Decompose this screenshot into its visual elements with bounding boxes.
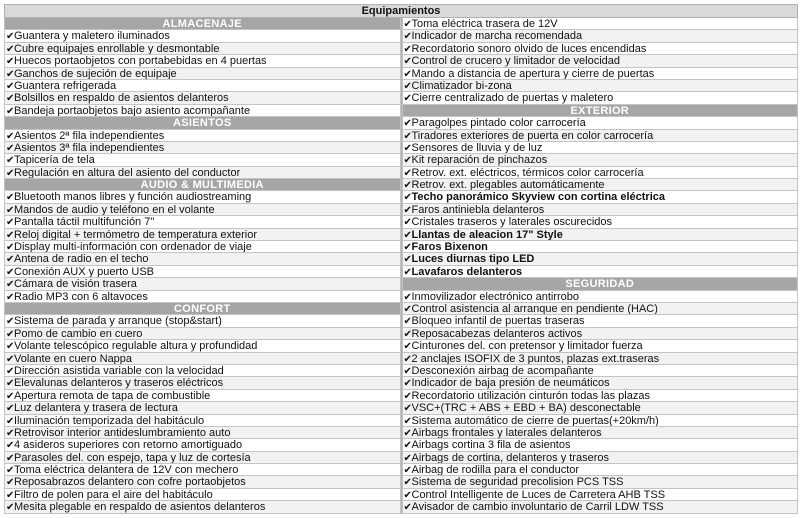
equipment-item-label: Faros Bixenon	[411, 241, 488, 254]
equipment-item	[402, 303, 799, 315]
equipment-item	[4, 439, 401, 451]
checkmark-icon: ✔	[403, 390, 412, 402]
equipment-item-label: Control de crucero y limitador de velocidad	[411, 55, 620, 68]
equipment-item-label: Luces diurnas tipo LED	[411, 253, 535, 266]
checkmark-icon: ✔	[403, 167, 412, 179]
equipment-item-label: Airbags cortina 3 fila de asientos	[411, 439, 571, 452]
equipment-item-label: Airbag de rodilla para el conductor	[411, 464, 580, 477]
equipment-item-label: Cristales traseros y laterales oscurecidos	[411, 216, 613, 229]
equipment-item	[4, 253, 401, 265]
equipment-item	[4, 427, 401, 439]
equipment-item	[4, 167, 401, 179]
equipment-item-label: Huecos portaobjetos con portabebidas en 4 puertas	[14, 55, 267, 68]
equipment-item	[402, 402, 799, 414]
equipment-item	[402, 439, 799, 451]
equipment-item	[4, 328, 401, 340]
equipment-item	[4, 291, 401, 303]
table-columns	[4, 18, 798, 514]
checkmark-icon: ✔	[403, 477, 412, 489]
checkmark-icon: ✔	[403, 427, 412, 439]
equipment-item	[402, 253, 799, 265]
checkmark-icon: ✔	[6, 242, 15, 254]
checkmark-icon: ✔	[403, 192, 412, 204]
checkmark-icon: ✔	[6, 452, 15, 464]
checkmark-icon: ✔	[403, 80, 412, 92]
checkmark-icon: ✔	[403, 440, 412, 452]
equipment-item-label: Tapicería de tela	[14, 154, 95, 167]
equipment-item-label: Iluminación temporizada del habitáculo	[14, 414, 205, 427]
section-header: ALMACENAJE	[4, 18, 401, 30]
equipment-item	[4, 365, 401, 377]
equipment-item-label: Sistema de seguridad precolision PCS TSS	[411, 476, 624, 489]
equipment-item-label: Tiradores exteriores de puerta en color carrocería	[411, 129, 654, 142]
equipment-item-label: Avisador de cambio involuntario de Carril LDW TSS	[411, 501, 664, 514]
equipment-item	[402, 365, 799, 377]
equipment-item-label: Toma eléctrica trasera de 12V	[411, 18, 558, 30]
equipment-item	[4, 130, 401, 142]
equipment-item-label: Cierre centralizado de puertas y maletero	[411, 92, 614, 105]
equipment-item-label: Desconexión airbag de acompañante	[411, 364, 594, 377]
equipment-item-label: Paragolpes pintado color carrocería	[411, 117, 586, 130]
equipment-item-label: Bolsillos en respaldo de asientos delanteros	[14, 92, 229, 105]
checkmark-icon: ✔	[403, 316, 412, 328]
equipment-item	[4, 315, 401, 327]
equipment-item-label: Control Intelligente de Luces de Carretera AHB TSS	[411, 488, 666, 501]
checkmark-icon: ✔	[6, 378, 15, 390]
equipment-item	[402, 377, 799, 389]
equipment-item	[402, 501, 799, 513]
checkmark-icon: ✔	[6, 68, 15, 80]
checkmark-icon: ✔	[403, 254, 412, 266]
equipment-item-label: Kit reparación de pinchazos	[411, 154, 548, 167]
equipment-item-label: VSC+(TRC + ABS + EBD + BA) desconectable	[411, 402, 641, 415]
equipment-item-label: Reposabrazos delantero con cofre portaobjetos	[14, 476, 246, 489]
equipment-item	[402, 229, 799, 241]
checkmark-icon: ✔	[403, 204, 412, 216]
checkmark-icon: ✔	[403, 365, 412, 377]
equipment-item-label: Guantera refrigerada	[14, 79, 117, 92]
checkmark-icon: ✔	[6, 291, 15, 303]
equipment-item-label: Techo panorámico Skyview con cortina eléctrica	[411, 191, 665, 204]
checkmark-icon: ✔	[403, 19, 412, 30]
equipment-item	[4, 142, 401, 154]
equipment-item-label: Mandos de audio y teléfono en el volante	[14, 203, 215, 216]
equipment-item	[4, 402, 401, 414]
equipment-item	[4, 92, 401, 104]
equipment-item	[402, 353, 799, 365]
equipment-item-label: Antena de radio en el techo	[14, 253, 149, 266]
equipment-item	[4, 278, 401, 290]
equipment-item	[402, 291, 799, 303]
checkmark-icon: ✔	[6, 105, 15, 117]
equipment-item	[402, 43, 799, 55]
checkmark-icon: ✔	[403, 93, 412, 105]
equipment-item	[402, 204, 799, 216]
equipment-item	[4, 340, 401, 352]
checkmark-icon: ✔	[403, 130, 412, 142]
equipment-item	[4, 30, 401, 42]
checkmark-icon: ✔	[403, 229, 412, 241]
checkmark-icon: ✔	[6, 316, 15, 328]
equipment-item-label: Sensores de lluvia y de luz	[411, 141, 543, 154]
equipment-item-label: Dirección asistida variable con la velocidad	[14, 364, 224, 377]
checkmark-icon: ✔	[6, 403, 15, 415]
checkmark-icon: ✔	[403, 118, 412, 130]
checkmark-icon: ✔	[6, 353, 15, 365]
equipment-item	[4, 241, 401, 253]
equipment-item-label: Bluetooth manos libres y función audiostreaming	[14, 191, 252, 204]
equipment-table	[4, 4, 798, 514]
equipment-item	[402, 464, 799, 476]
equipment-item-label: Apertura remota de tapa de combustible	[14, 389, 211, 402]
checkmark-icon: ✔	[403, 180, 412, 192]
checkmark-icon: ✔	[403, 217, 412, 229]
checkmark-icon: ✔	[6, 341, 15, 353]
equipment-item-label: Mando a distancia de apertura y cierre de puertas	[411, 67, 655, 80]
checkmark-icon: ✔	[403, 303, 412, 315]
equipment-item	[402, 55, 799, 67]
equipment-item-label: Guantera y maletero iluminados	[14, 30, 170, 43]
section-header: ASIENTOS	[4, 117, 401, 129]
checkmark-icon: ✔	[403, 328, 412, 340]
checkmark-icon: ✔	[6, 427, 15, 439]
checkmark-icon: ✔	[403, 43, 412, 55]
equipment-item	[402, 30, 799, 42]
equipment-item-label: Bloqueo infantil de puertas traseras	[411, 315, 585, 328]
equipment-item-label: 2 anclajes ISOFIX de 3 puntos, plazas ext.traseras	[411, 352, 660, 365]
checkmark-icon: ✔	[6, 80, 15, 92]
equipment-item	[402, 191, 799, 203]
equipment-item-label: Radio MP3 con 6 altavoces	[14, 290, 148, 303]
equipment-item	[402, 154, 799, 166]
equipment-item-label: Cinturones del. con pretensor y limitador fuerza	[411, 340, 643, 353]
equipment-item	[4, 452, 401, 464]
equipment-item-label: Lavafaros delanteros	[411, 265, 523, 278]
equipment-item-label: Asientos 2ª fila independientes	[14, 129, 165, 142]
equipment-item	[4, 489, 401, 501]
checkmark-icon: ✔	[6, 365, 15, 377]
equipment-item	[402, 489, 799, 501]
equipment-item	[4, 266, 401, 278]
equipment-item	[4, 229, 401, 241]
equipment-item	[402, 80, 799, 92]
equipment-item	[402, 179, 799, 191]
checkmark-icon: ✔	[403, 291, 412, 303]
equipment-item	[402, 266, 799, 278]
checkmark-icon: ✔	[403, 465, 412, 477]
equipment-item-label: Retrov. ext. plegables automáticamente	[411, 179, 605, 192]
checkmark-icon: ✔	[403, 242, 412, 254]
equipment-item-label: Control asistencia al arranque en pendiente (HAC)	[411, 302, 658, 315]
equipment-item-label: Mesita plegable en respaldo de asientos delanteros	[14, 501, 266, 514]
checkmark-icon: ✔	[6, 167, 15, 179]
equipment-item	[4, 191, 401, 203]
equipment-item	[402, 452, 799, 464]
equipment-item-label: Retrovisor interior antideslumbramiento auto	[14, 426, 231, 439]
section-header: EXTERIOR	[402, 105, 799, 117]
equipment-item-label: Volante en cuero Nappa	[14, 352, 133, 365]
equipment-item-label: Indicador de baja presión de neumáticos	[411, 377, 610, 390]
equipment-item-label: Sistema automático de cierre de puertas(+20km/h)	[411, 414, 659, 427]
equipment-item	[4, 377, 401, 389]
checkmark-icon: ✔	[6, 204, 15, 216]
checkmark-icon: ✔	[403, 56, 412, 68]
checkmark-icon: ✔	[6, 415, 15, 427]
checkmark-icon: ✔	[6, 155, 15, 167]
equipment-item-label: Climatizador bi-zona	[411, 79, 512, 92]
equipment-item-label: Pomo de cambio en cuero	[14, 327, 143, 340]
equipment-item	[4, 55, 401, 67]
equipment-item	[402, 415, 799, 427]
equipment-item	[402, 340, 799, 352]
equipment-item	[4, 353, 401, 365]
equipment-item	[402, 476, 799, 488]
equipment-item	[4, 154, 401, 166]
equipment-item	[4, 501, 401, 513]
equipment-item	[4, 390, 401, 402]
checkmark-icon: ✔	[6, 93, 15, 105]
equipment-item-label: Pantalla táctil multifunción 7"	[14, 216, 155, 229]
equipment-item-label: Bandeja portaobjetos bajo asiento acompañante	[14, 104, 251, 117]
checkmark-icon: ✔	[6, 465, 15, 477]
equipment-item	[4, 216, 401, 228]
equipment-item	[402, 18, 799, 30]
checkmark-icon: ✔	[6, 31, 15, 43]
checkmark-icon: ✔	[403, 378, 412, 390]
checkmark-icon: ✔	[6, 477, 15, 489]
equipment-item	[402, 427, 799, 439]
checkmark-icon: ✔	[6, 192, 15, 204]
checkmark-icon: ✔	[403, 155, 412, 167]
equipment-item-label: Cámara de visión trasera	[14, 278, 137, 291]
section-header: CONFORT	[4, 303, 401, 315]
equipment-item	[4, 464, 401, 476]
checkmark-icon: ✔	[6, 142, 15, 154]
equipment-item	[402, 117, 799, 129]
checkmark-icon: ✔	[403, 415, 412, 427]
equipment-item-label: Sistema de parada y arranque (stop&start)	[14, 315, 222, 328]
checkmark-icon: ✔	[403, 266, 412, 278]
equipment-item-label: Airbags frontales y laterales delanteros	[411, 426, 602, 439]
equipment-item-label: Airbags de cortina, delanteros y traseros	[411, 451, 609, 464]
equipment-item	[402, 315, 799, 327]
checkmark-icon: ✔	[6, 390, 15, 402]
section-header: SEGURIDAD	[402, 278, 799, 290]
checkmark-icon: ✔	[6, 266, 15, 278]
equipment-item	[4, 68, 401, 80]
equipment-item-label: Volante telescópico regulable altura y profundidad	[14, 340, 258, 353]
right-column	[401, 18, 799, 514]
equipment-item-label: Reloj digital + termómetro de temperatura exterior	[14, 228, 258, 241]
checkmark-icon: ✔	[6, 229, 15, 241]
equipment-item-label: Luz delantera y trasera de lectura	[14, 402, 178, 415]
equipment-item	[402, 328, 799, 340]
equipment-item	[402, 390, 799, 402]
equipment-item	[402, 216, 799, 228]
checkmark-icon: ✔	[403, 489, 412, 501]
equipment-item	[402, 130, 799, 142]
equipment-item-label: Asientos 3ª fila independientes	[14, 141, 165, 154]
equipment-item-label: Elevalunas delanteros y traseros eléctricos	[14, 377, 224, 390]
checkmark-icon: ✔	[403, 502, 412, 514]
equipment-item	[4, 415, 401, 427]
equipment-item-label: Retrov. ext. eléctricos, térmicos color carrocería	[411, 166, 644, 179]
equipment-item	[402, 241, 799, 253]
checkmark-icon: ✔	[6, 56, 15, 68]
equipment-item-label: Inmovilizador electrónico antirrobo	[411, 290, 580, 303]
equipment-item	[4, 80, 401, 92]
checkmark-icon: ✔	[6, 217, 15, 229]
checkmark-icon: ✔	[403, 142, 412, 154]
checkmark-icon: ✔	[403, 353, 412, 365]
equipment-item	[4, 204, 401, 216]
checkmark-icon: ✔	[403, 68, 412, 80]
equipment-item-label: Reposacabezas delanteros activos	[411, 327, 583, 340]
equipment-item-label: Conexión AUX y puerto USB	[14, 265, 155, 278]
equipment-item	[4, 476, 401, 488]
equipment-item-label: 4 asideros superiores con retorno amortiguado	[14, 439, 243, 452]
equipment-item	[402, 142, 799, 154]
checkmark-icon: ✔	[6, 279, 15, 291]
checkmark-icon: ✔	[6, 502, 15, 514]
equipment-item-label: Indicador de marcha recomendada	[411, 30, 583, 43]
equipment-item-label: Ganchos de sujeción de equipaje	[14, 67, 177, 80]
equipment-item-label: Llantas de aleacion 17" Style	[411, 228, 563, 241]
equipment-item-label: Faros antiniebla delanteros	[411, 203, 545, 216]
checkmark-icon: ✔	[403, 31, 412, 43]
equipment-item	[402, 68, 799, 80]
checkmark-icon: ✔	[6, 489, 15, 501]
equipment-item-label: Regulación en altura del asiento del conductor	[14, 166, 241, 179]
checkmark-icon: ✔	[6, 130, 15, 142]
equipment-item-label: Toma eléctrica delantera de 12V con mechero	[14, 464, 239, 477]
equipment-item	[4, 105, 401, 117]
checkmark-icon: ✔	[6, 328, 15, 340]
left-column	[4, 18, 401, 514]
equipment-item-label: Display multi-información con ordenador de viaje	[14, 241, 252, 254]
equipment-item	[4, 43, 401, 55]
checkmark-icon: ✔	[403, 341, 412, 353]
checkmark-icon: ✔	[6, 440, 15, 452]
table-title: Equipamientos	[4, 4, 798, 18]
equipment-item-label: Recordatorio sonoro olvido de luces encendidas	[411, 42, 647, 55]
equipment-item-label: Filtro de polen para el aire del habitáculo	[14, 488, 213, 501]
equipment-item	[402, 167, 799, 179]
checkmark-icon: ✔	[403, 452, 412, 464]
equipment-item-label: Recordatorio utilización cinturón todas las plazas	[411, 389, 650, 402]
equipment-item-label: Parasoles del. con espejo, tapa y luz de cortesía	[14, 451, 251, 464]
checkmark-icon: ✔	[403, 403, 412, 415]
checkmark-icon: ✔	[6, 254, 15, 266]
equipment-item	[402, 92, 799, 104]
section-header: AUDIO & MULTIMEDIA	[4, 179, 401, 191]
checkmark-icon: ✔	[6, 43, 15, 55]
equipment-item-label: Cubre equipajes enrollable y desmontable	[14, 42, 220, 55]
